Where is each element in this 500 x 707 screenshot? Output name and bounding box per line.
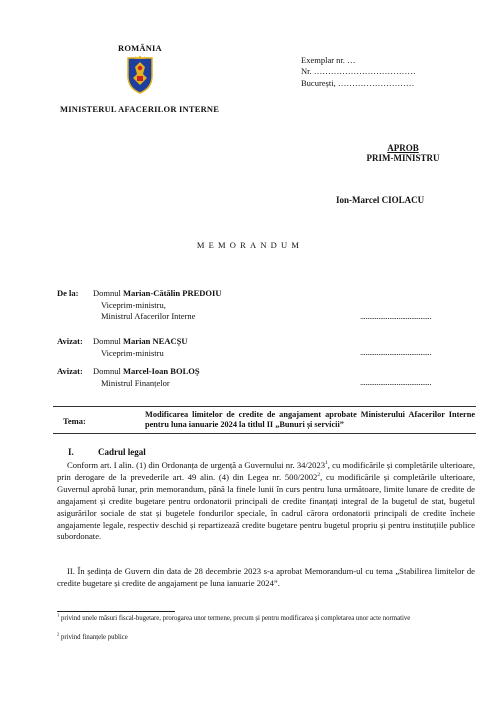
footnote-text: privind finanțele publice xyxy=(59,634,128,641)
subject-text: Modificarea limitelor de credite de angajament aprobate Ministerului Afacerilor Interne pentru luna ianuarie 2024 la titlul II „Bunuri și servicii” xyxy=(145,410,475,429)
footnote-text: privind unele măsuri fiscal-bugetare, prorogarea unor termene, precum și pentru modificarea și completarea unor acte normative xyxy=(59,615,411,622)
party-name: Marian-Cătălin PREDOIU xyxy=(123,288,222,298)
footnote-ref: 1 xyxy=(325,460,328,467)
footnote-mark: 1 xyxy=(57,612,60,618)
party-name: Marian NEACȘU xyxy=(123,336,188,346)
paragraph-legal-basis xyxy=(57,460,475,543)
party-prefix: Domnul xyxy=(93,336,123,346)
party-from xyxy=(57,288,477,324)
party-prefix: Domnul xyxy=(93,366,123,376)
approve-word: APROB xyxy=(387,143,419,153)
section-title: Cadrul legal xyxy=(98,447,146,457)
signature-line: ....................................... xyxy=(360,377,432,387)
footnote-ref: 2 xyxy=(317,472,321,479)
subject-label: Tema: xyxy=(63,416,86,426)
party-role: De la: xyxy=(57,288,79,298)
signature-line: ....................................... xyxy=(360,311,432,321)
registration-number-line: Nr. ……………………………… xyxy=(301,66,416,77)
signature-line: ....................................... xyxy=(360,347,432,357)
footnote-mark: 2 xyxy=(57,631,60,637)
party-function: Ministrul Finanțelor xyxy=(101,377,170,388)
document-title: MEMORANDUM xyxy=(196,240,304,250)
paragraph-text: Conform art. I alin. (1) din Ordonanța de urgență a Guvernului nr. 34/2023 xyxy=(67,460,326,470)
coat-of-arms-icon xyxy=(124,54,156,94)
paragraph-text: , cu modificările și completările ulterioare, prin derogare de la prevederile art. 49 alin. (4) din Legea nr. 500/2002 xyxy=(57,460,475,482)
footnote-1 xyxy=(57,612,477,624)
country-heading: ROMÂNIA xyxy=(118,43,162,53)
approver-title: PRIM-MINISTRU xyxy=(366,153,440,163)
footnote-divider xyxy=(57,611,175,612)
party-endorsement-2 xyxy=(57,366,477,390)
paragraph-text: II. În ședința de Guvern din data de 28 decembrie 2023 s-a aprobat Memorandum-ul cu tema „Stabilirea limitelor de credite bugetare și credite de angajament pe luna ianuarie 2024”. xyxy=(57,566,475,588)
section-heading xyxy=(68,447,146,457)
ministry-heading: MINISTERUL AFACERILOR INTERNE xyxy=(60,104,220,114)
paragraph-government-meeting xyxy=(57,566,475,590)
party-name: Marcel-Ioan BOLOȘ xyxy=(123,366,200,376)
party-prefix: Domnul xyxy=(93,288,123,298)
approver-name: Ion-Marcel CIOLACU xyxy=(336,195,425,205)
party-endorsement-1 xyxy=(57,336,477,360)
section-number: I. xyxy=(68,447,74,457)
party-function: Viceprim-ministru, xyxy=(101,299,166,310)
party-role: Avizat: xyxy=(57,366,83,376)
approval-block xyxy=(343,143,463,163)
party-function: Viceprim-ministru xyxy=(101,347,164,358)
party-function: Ministrul Afacerilor Interne xyxy=(101,311,196,321)
document-reference-block xyxy=(301,55,416,89)
copy-number-line: Exemplar nr. … xyxy=(301,55,356,65)
place-date-line: București, ……………………… xyxy=(301,77,415,88)
subject-box xyxy=(53,406,476,434)
party-role: Avizat: xyxy=(57,336,83,346)
paragraph-text: , cu modificările și completările ulterioare, Guvernul aprobă lunar, prin memorandum, până la finele lunii în curs pentru luna următoare, limite lunare de credite de angajament și credite bugetare pentru ordonatorii principali de credite finanțați integral de la bugetul de stat, bugetul asigurărilor sociale de stat și bugetele fondurilor speciale, în cadrul cărora ordonatorii principali de credite încheie angajamente legale, respectiv deschid și repartizează credite bugetare pentru bugetul propriu și pentru instituțiile publice subordonate. xyxy=(57,471,475,542)
footnote-2 xyxy=(57,631,477,643)
